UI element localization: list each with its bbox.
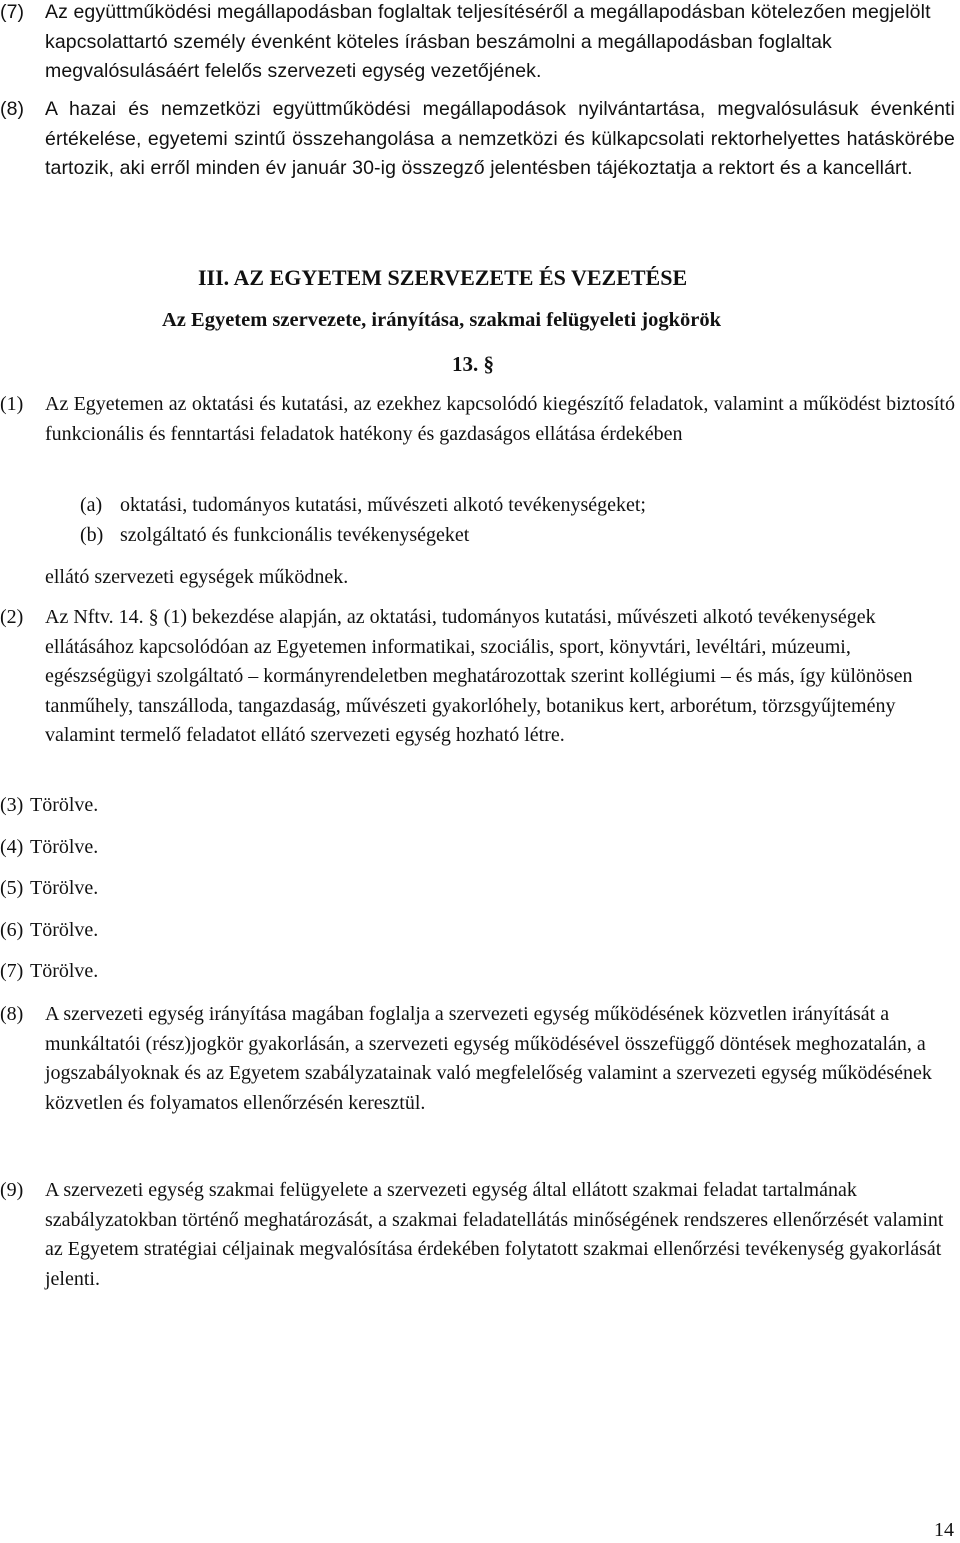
list-item-text: oktatási, tudományos kutatási, művészeti alkotó tevékenységeket;	[120, 494, 646, 516]
section-subtitle: Az Egyetem szervezete, irányítása, szakmai felügyeleti jogkörök	[162, 309, 722, 331]
paragraph-13-9	[0, 1176, 955, 1294]
chapter-heading: III. AZ EGYETEM SZERVEZETE ÉS VEZETÉSE	[198, 265, 688, 290]
paragraph-text: Törölve.	[30, 877, 99, 899]
list-item-text: szolgáltató és funkcionális tevékenységeket	[120, 523, 470, 546]
list-item-label: (a)	[80, 494, 103, 516]
paragraph-number: (5)	[0, 877, 24, 899]
paragraph-text: Törölve.	[30, 836, 99, 858]
list-item	[80, 521, 940, 551]
paragraph-text: A szervezeti egység szakmai felügyelete a szervezeti egység által ellátott szakmai feladat tartalmának szabályzatokban történő meghatározását, a szakmai feladatellátás minőségének rendszeres ellenőrzését valamint az Egyetem stratégiai céljainak megvalósítása érdekében folytatott szakmai ellenőrzési tevékenység gyakorlását jelenti.	[45, 1179, 944, 1290]
deleted-paragraph	[0, 916, 98, 946]
paragraph-number: (9)	[0, 1179, 24, 1201]
deleted-paragraph	[0, 791, 98, 821]
paragraph-13-8	[0, 1000, 955, 1118]
paragraph-number: (6)	[0, 919, 24, 941]
list-item-label: (b)	[80, 523, 104, 546]
paragraph-number: (8)	[0, 1003, 24, 1025]
paragraph-text: Törölve.	[30, 794, 99, 816]
paragraph-text: Az Nftv. 14. § (1) bekezdése alapján, az oktatási, tudományos kutatási, művészeti alkotó tevékenységek ellátásához kapcsolódóan az Egyetemen informatikai, szociális, sport, könyvtári, levéltári, múzeumi, egészségügyi szolgáltató – kormányrendeletben meghatározottak szerint kollégiumi – és más, így különösen tanműhely, tanszálloda, tangazdaság, művészeti gyakorlóhely, botanikus kert, arborétum, törzsgyűjtemény valamint termelő feladatot ellátó szervezeti egység hozható létre.	[45, 606, 913, 746]
paragraph-number: (4)	[0, 836, 24, 858]
paragraph-text: A hazai és nemzetközi együttműködési megállapodások nyilvántartása, megvalósulásuk évenkénti értékelése, egyetemi szintű összehangolása a nemzetközi és külkapcsolati rektorhelyettes hatáskörébe tartozik, aki erről minden év január 30-ig összegző jelentésben tájékoztatja a rektort és a kancellárt.	[45, 98, 955, 179]
activity-list	[80, 491, 940, 550]
deleted-paragraph	[0, 833, 98, 863]
paragraph-number: (8)	[0, 98, 25, 120]
paragraph-text: Az együttműködési megállapodásban foglaltak teljesítéséről a megállapodásban kötelezően megjelölt kapcsolattartó személy évenként köteles írásban beszámolni a megállapodásban foglaltak megvalósulásáért felelős szervezeti egység vezetőjének.	[45, 1, 931, 82]
paragraph-number: (7)	[0, 960, 24, 982]
paragraph-number: (2)	[0, 606, 24, 628]
paragraph-number: (7)	[0, 1, 25, 23]
deleted-paragraph	[0, 874, 98, 904]
deleted-paragraph	[0, 957, 98, 987]
paragraph-7-cooperation-report	[0, 0, 955, 87]
paragraph-number: (1)	[0, 393, 24, 415]
paragraph-text: Törölve.	[30, 919, 99, 941]
paragraph-13-2	[0, 603, 955, 751]
paragraph-text: Törölve.	[30, 960, 99, 982]
paragraph-13-1	[0, 390, 955, 449]
paragraph-text: A szervezeti egység irányítása magában foglalja a szervezeti egység működésének közvetlen irányítását a munkáltatói (rész)jogkör gyakorlásán, a szervezeti egység működésével összefüggő döntések meghozatalán, a jogszabályoknak és az Egyetem szabályzatainak való megfelelőség valamint a szervezeti egység működésének közvetlen és folyamatos ellenőrzésén keresztül.	[45, 1003, 932, 1114]
paragraph-13-1-tail: ellátó szervezeti egységek működnek.	[45, 566, 349, 588]
section-number: 13. §	[452, 352, 494, 376]
paragraph-text: Az Egyetemen az oktatási és kutatási, az ezekhez kapcsolódó kiegészítő feladatok, valamint a működést biztosító funkcionális és fenntartási feladatok hatékony és gazdaságos ellátása érdekében	[45, 393, 955, 445]
page-number: 14	[934, 1519, 954, 1541]
list-item	[80, 491, 940, 521]
paragraph-8-agreements-registry	[0, 95, 955, 184]
paragraph-number: (3)	[0, 794, 24, 816]
